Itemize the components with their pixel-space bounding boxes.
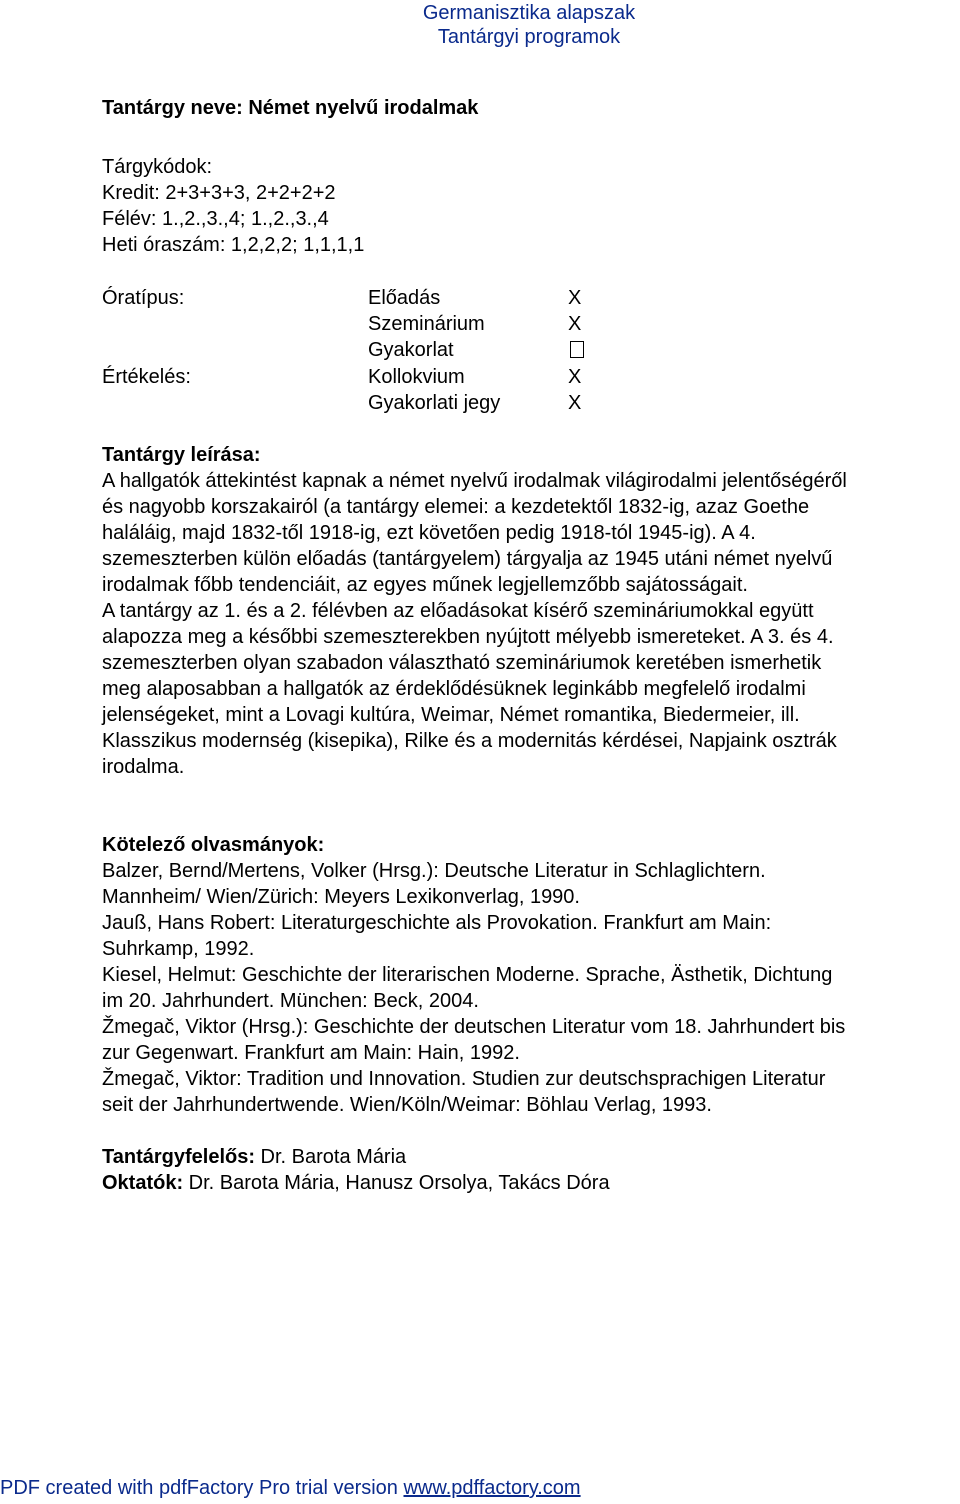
reading-line: Kiesel, Helmut: Geschichte der literarischen Moderne. Sprache, Ästhetik, Dichtung <box>102 964 833 986</box>
program-title: Germanisztika alapszak <box>422 2 636 24</box>
description-line: A hallgatók áttekintést kapnak a német nyelvű irodalmak világirodalmi jelentőségéről <box>102 470 847 492</box>
course-name <box>102 95 478 121</box>
footer-link[interactable]: www.pdffactory.com <box>403 1477 581 1499</box>
description-line: meg alaposabban a hallgatók az érdeklődésüknek leginkább megfelelő irodalmi <box>102 678 806 700</box>
reading-line: Balzer, Bernd/Mertens, Volker (Hrsg.): Deutsche Literatur in Schlaglichtern. <box>102 860 766 882</box>
course-name-value: Német nyelvű irodalmak <box>248 97 479 119</box>
reading-line: Žmegač, Viktor (Hrsg.): Geschichte der deutschen Literatur vom 18. Jahrhundert bis <box>102 1016 846 1038</box>
description-line: A tantárgy az 1. és a 2. félévben az előadásokat kísérő szemináriumokkal együtt <box>102 600 814 622</box>
responsible-label: Tantárgyfelelős: <box>102 1146 255 1168</box>
teachers <box>102 1170 610 1196</box>
readings-heading: Kötelező olvasmányok: <box>102 834 325 856</box>
reading-line: Mannheim/ Wien/Zürich: Meyers Lexikonverlag, 1990. <box>102 886 580 908</box>
reading-line: Suhrkamp, 1992. <box>102 938 255 960</box>
teachers-label: Oktatók: <box>102 1172 184 1194</box>
type-name: Előadás <box>368 287 441 309</box>
class-type-label: Óratípus: <box>102 287 185 309</box>
description-line: jelenségeket, mint a Lovagi kultúra, Weimar, Német romantika, Biedermeier, ill. <box>102 704 800 726</box>
responsible-person <box>102 1144 406 1170</box>
description-line: és nagyobb korszakairól (a tantárgy elemei: a kezdetektől 1832-ig, azaz Goethe <box>102 496 810 518</box>
type-name: Kollokvium <box>368 366 465 388</box>
reading-line: zur Gegenwart. Frankfurt am Main: Hain, 1992. <box>102 1042 520 1064</box>
description-line: haláláig, majd 1832-től 1918-ig, ezt követően pedig 1918-tól 1945-ig). A 4. <box>102 522 756 544</box>
description-line: szemeszterben külön előadás (tantárgyelem) tárgyalja az 1945 utáni német nyelvű <box>102 548 833 570</box>
reading-line: Jauß, Hans Robert: Literaturgeschichte als Provokation. Frankfurt am Main: <box>102 912 772 934</box>
description-heading: Tantárgy leírása: <box>102 444 261 466</box>
type-mark: X <box>568 392 582 414</box>
footer-text: PDF created with pdfFactory Pro trial version <box>0 1477 404 1499</box>
type-name: Szeminárium <box>368 313 485 335</box>
teachers-value: Dr. Barota Mária, Hanusz Orsolya, Takács Dóra <box>183 1172 610 1194</box>
reading-line: im 20. Jahrhundert. München: Beck, 2004. <box>102 990 479 1012</box>
type-mark: X <box>568 366 582 388</box>
description-line: Klasszikus modernség (kisepika), Rilke és a modernitás kérdései, Napjaink osztrák <box>102 730 837 752</box>
evaluation-label: Értékelés: <box>102 366 191 388</box>
type-mark: X <box>568 313 582 335</box>
course-hours: Heti óraszám: 1,2,2,2; 1,1,1,1 <box>102 234 365 256</box>
type-name: Gyakorlat <box>368 339 454 361</box>
program-subtitle: Tantárgyi programok <box>437 26 621 48</box>
course-semester: Félév: 1.,2.,3.,4; 1.,2.,3.,4 <box>102 208 329 230</box>
course-credit: Kredit: 2+3+3+3, 2+2+2+2 <box>102 182 336 204</box>
type-mark: X <box>568 287 582 309</box>
course-name-label: Tantárgy neve: <box>102 97 243 119</box>
description-line: irodalma. <box>102 756 185 778</box>
pdf-footer <box>0 1474 581 1502</box>
reading-line: seit der Jahrhundertwende. Wien/Köln/Weimar: Böhlau Verlag, 1993. <box>102 1094 712 1116</box>
description-line: alapozza meg a későbbi szemeszterekben nyújtott mélyebb ismereteket. A 3. és 4. <box>102 626 834 648</box>
type-name: Gyakorlati jegy <box>368 392 501 414</box>
responsible-value: Dr. Barota Mária <box>255 1146 407 1168</box>
course-code: Tárgykódok: <box>102 156 213 178</box>
description-line: irodalmak főbb tendenciáit, az egyes műnek legjellemzőbb sajátosságait. <box>102 574 748 596</box>
description-line: szemeszterben olyan szabadon választható szemináriumok keretében ismerhetik <box>102 652 822 674</box>
reading-line: Žmegač, Viktor: Tradition und Innovation. Studien zur deutschsprachigen Literatur <box>102 1068 826 1090</box>
empty-box-icon <box>570 337 584 363</box>
